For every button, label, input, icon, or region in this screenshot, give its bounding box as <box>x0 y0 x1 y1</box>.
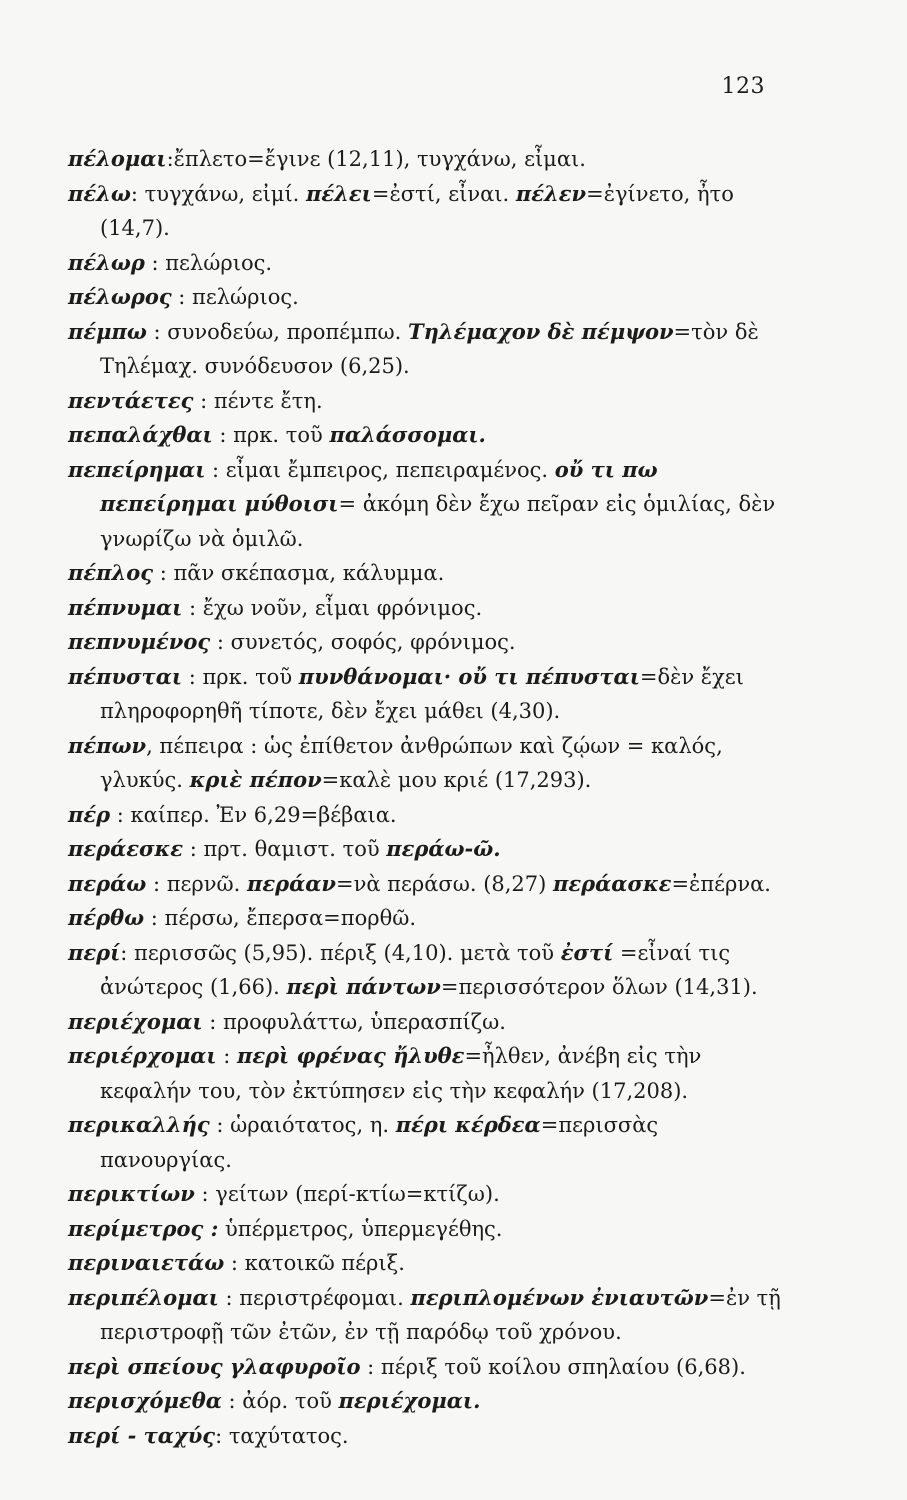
dictionary-entry <box>68 1108 788 1177</box>
entry-definition: : πέριξ τοῦ κοίλου σπηλαίου (6,68). <box>360 1354 746 1379</box>
entry-definition: : ταχύτατος. <box>215 1423 349 1448</box>
entry-headword: περιναιετάω <box>68 1250 225 1275</box>
dictionary-entry <box>68 1246 788 1281</box>
entry-definition: : ὡραιότατος, η. <box>209 1113 396 1137</box>
entry-definition: ὑπέρμετρος, ὑπερμεγέθης. <box>218 1216 503 1241</box>
entry-citation: περὶ φρένας ἤλυθε <box>236 1043 465 1068</box>
entry-citation: περάω-ῶ. <box>386 836 501 861</box>
entry-headword: περιπέλομαι <box>68 1284 219 1310</box>
entry-citation: ἐστί <box>560 939 614 965</box>
entry-definition: , πέπειρα : ὡς ἐπίθετον ἀνθρώπων καὶ ζῴων = καλός, γλυκύς. <box>100 733 723 792</box>
entry-citation: περάαν <box>246 870 336 896</box>
entry-definition: : συνετός, σοφός, φρόνιμος. <box>210 630 516 654</box>
entry-definition: : πελώριος. <box>171 285 299 309</box>
entry-definition: : περιστρέφομαι. <box>218 1285 411 1310</box>
entry-citation: παλάσσομαι. <box>329 422 486 447</box>
entry-definition: =περισσότερον ὅλων (14,31). <box>440 975 758 999</box>
dictionary-entry <box>68 625 788 660</box>
entry-definition: : <box>216 1044 237 1068</box>
entry-definition: : συνοδεύω, προπέμπω. <box>146 319 408 344</box>
entry-headword: περιέχομαι <box>68 1008 203 1034</box>
dictionary-entry <box>68 1039 788 1108</box>
entry-headword: πεπαλάχθαι <box>68 422 213 447</box>
entry-headword: περικτίων <box>68 1181 195 1206</box>
entry-definition: : ἀόρ. τοῦ <box>221 1389 339 1413</box>
entry-definition: : πέντε ἔτη. <box>193 388 323 413</box>
dictionary-entry <box>68 867 788 902</box>
entry-definition: : περνῶ. <box>146 871 247 896</box>
entry-citation: πέλεν <box>515 180 587 206</box>
entry-headword: πεπείρημαι <box>68 456 206 482</box>
entry-definition: : εἶμαι ἔμπειρος, πεπειραμένος. <box>205 457 555 482</box>
entry-definition: =καλὲ μου κριέ (17,293). <box>321 768 592 792</box>
entry-definition: =περισσὰς πανουργίας. <box>100 1113 659 1172</box>
entry-headword: πέπυσται <box>68 663 183 689</box>
entry-headword: περικαλλής <box>68 1112 210 1137</box>
dictionary-entry <box>68 591 788 626</box>
entry-definition: : καίπερ. Ἐν 6,29=βέβαια. <box>110 802 397 827</box>
entry-citation: οὔ τι πω πεπείρημαι μύθοισι <box>100 456 658 516</box>
dictionary-entry <box>68 1212 788 1247</box>
entry-citation: πέλει <box>306 180 372 206</box>
entry-definition: =δὲν ἔχει πληροφορηθῆ τίποτε, δὲν ἔχει μάθει (4,30). <box>100 664 744 723</box>
entry-headword: πέρ <box>68 801 111 827</box>
entry-definition: =ἐπέρνα. <box>671 871 771 896</box>
entry-list <box>68 142 788 1453</box>
entry-citation: περάασκε <box>553 870 672 896</box>
entry-headword: περὶ σπείους γλαφυροῖο <box>68 1353 361 1379</box>
entry-headword: περάεσκε <box>68 836 184 861</box>
entry-headword: πέπλος <box>68 560 154 585</box>
entry-headword: περί - ταχύς <box>68 1422 216 1448</box>
entry-definition: : κατοικῶ πέριξ. <box>224 1251 405 1275</box>
entry-headword: πέλομαι <box>68 146 167 171</box>
entry-headword: πέρθω <box>68 905 145 930</box>
entry-definition: =ἦλθεν, ἀνέβη εἰς τὴν κεφαλήν του, τὸν ἐκτύπησεν εἰς τὴν κεφαλήν (17,208). <box>100 1044 702 1103</box>
dictionary-entry <box>68 246 788 281</box>
entry-definition: : πρτ. θαμιστ. τοῦ <box>183 837 387 861</box>
entry-definition: : τυγχάνω, εἰμί. <box>130 181 307 206</box>
dictionary-entry <box>68 1419 788 1454</box>
dictionary-entry <box>68 453 788 557</box>
entry-headword: πέλω <box>68 180 131 206</box>
entry-definition: : προφυλάττω, ὑπερασπίζω. <box>202 1009 506 1034</box>
dictionary-entry <box>68 660 788 729</box>
entry-headword: πέλωρ <box>68 249 145 275</box>
entry-definition: =ἐγίνετο, ἦτο (14,7). <box>100 181 734 240</box>
page-number: 123 <box>721 74 765 99</box>
entry-definition: =ἐστί, εἶναι. <box>371 181 516 206</box>
entry-definition: : πρκ. τοῦ <box>182 664 299 689</box>
dictionary-entry <box>68 936 788 1005</box>
entry-citation: πέρι κέρδεα <box>395 1112 541 1137</box>
entry-citation: κριὲ πέπον <box>189 767 322 792</box>
dictionary-entry <box>68 901 788 936</box>
entry-definition: : γείτων (περί-κτίω=κτίζω). <box>194 1182 500 1206</box>
entry-definition: :ἔπλετο=ἔγινε (12,11), τυγχάνω, εἶμαι. <box>166 147 586 171</box>
entry-definition: : πέρσω, ἔπερσα=πορθῶ. <box>144 906 417 930</box>
dictionary-entry <box>68 1384 788 1419</box>
entry-headword: πέλωρος <box>68 284 172 309</box>
entry-citation: περὶ πάντων <box>286 974 441 999</box>
entry-headword: πεντάετες <box>68 387 194 413</box>
entry-definition: : πελώριος. <box>144 250 273 275</box>
entry-headword: περιέρχομαι <box>68 1043 217 1068</box>
entry-definition: : πρκ. τοῦ <box>212 423 330 447</box>
entry-definition: : περισσῶς (5,95). πέριξ (4,10). μετὰ τοῦ <box>120 940 561 965</box>
entry-definition: : πᾶν σκέπασμα, κάλυμμα. <box>153 561 445 585</box>
entry-definition: =νὰ περάσω. (8,27) <box>335 871 554 896</box>
entry-headword: πέμπω <box>68 318 147 344</box>
entry-headword: περισχόμεθα <box>68 1388 222 1413</box>
dictionary-entry <box>68 556 788 591</box>
entry-citation: πυνθάνομαι· οὔ τι πέπυσται <box>298 663 640 689</box>
entry-citation: περιπλομένων ἐνιαυτῶν <box>410 1284 709 1310</box>
dictionary-entry <box>68 729 788 798</box>
entry-citation: περιέχομαι. <box>338 1388 481 1413</box>
dictionary-entry <box>68 177 788 246</box>
entry-headword: πεπνυμένος <box>68 629 211 654</box>
dictionary-entry <box>68 798 788 833</box>
entry-headword: πέπνυμαι <box>68 594 183 620</box>
entry-headword: περί <box>68 939 121 965</box>
dictionary-entry <box>68 418 788 453</box>
dictionary-entry <box>68 1005 788 1040</box>
dictionary-entry <box>68 315 788 384</box>
entry-definition: =εἶναί τις ἀνώτερος (1,66). <box>100 940 731 999</box>
entry-definition: =τὸν δὲ Τηλέμαχ. συνόδευσον (6,25). <box>100 319 759 378</box>
dictionary-entry <box>68 142 788 177</box>
entry-definition: : ἔχω νοῦν, εἶμαι φρόνιμος. <box>182 595 483 620</box>
entry-headword: πέπων <box>68 732 147 758</box>
entry-definition: = ἀκόμη δὲν ἔχω πεῖραν εἰς ὁμιλίας, δὲν γνωρίζω νὰ ὁμιλῶ. <box>100 492 776 551</box>
dictionary-entry <box>68 832 788 867</box>
dictionary-entry <box>68 1177 788 1212</box>
entry-definition: =ἐν τῇ περιστροφῇ τῶν ἐτῶν, ἐν τῇ παρόδῳ τοῦ χρόνου. <box>100 1285 781 1344</box>
dictionary-entry <box>68 1350 788 1385</box>
dictionary-entry <box>68 1281 788 1350</box>
dictionary-entry <box>68 280 788 315</box>
entry-headword: περάω <box>68 870 147 896</box>
dictionary-entry <box>68 384 788 419</box>
entry-headword: περίμετρος : <box>68 1215 219 1241</box>
entry-citation: Τηλέμαχον δὲ πέμψον <box>407 318 674 344</box>
